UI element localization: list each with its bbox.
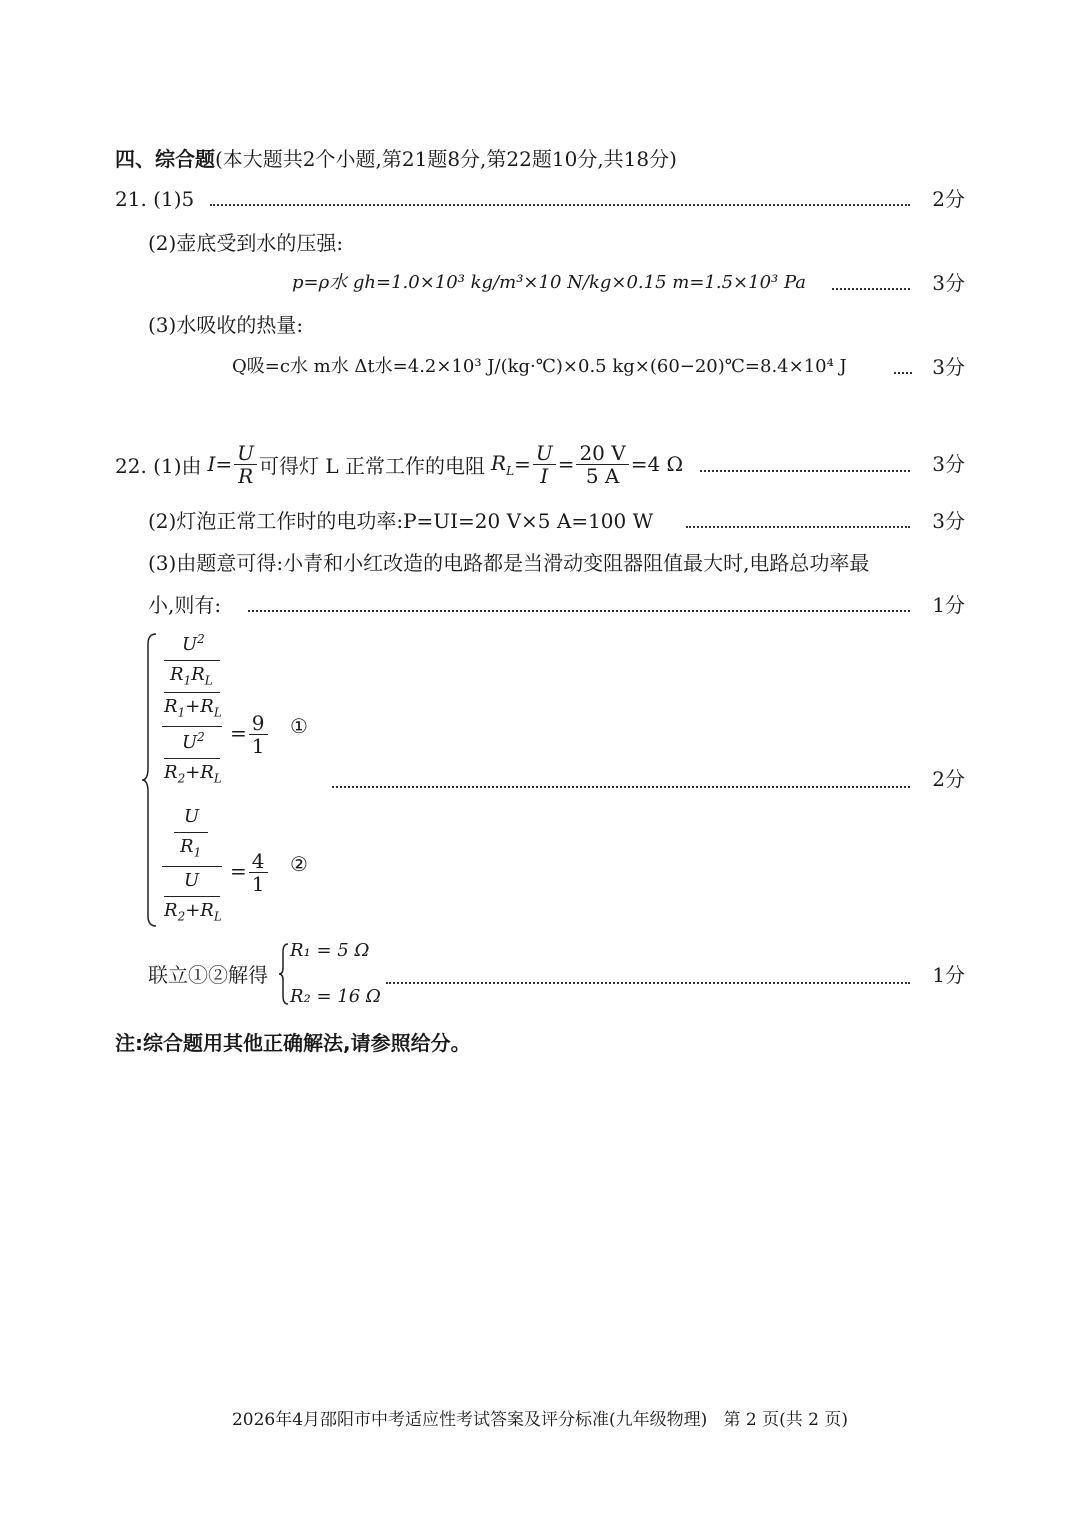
eq2-bot-num: U — [184, 870, 200, 891]
eq1-top-den2: $R_1+R_L$ — [164, 696, 222, 720]
eq2-inner-bar — [174, 832, 208, 833]
grading-note: 注:综合题用其他正确解法,请参照给分。 — [115, 1031, 471, 1055]
q21-p3-label: (3)水吸收的热量: — [148, 313, 304, 337]
eq1-bot-num: $U^2$ — [182, 730, 205, 753]
eq1-top-num: $U^2$ — [182, 632, 205, 655]
eq2-main-bar — [162, 866, 222, 867]
eq1-bot-den: $R_2+R_L$ — [164, 762, 222, 786]
q22-p3-score: 1分 — [932, 593, 965, 617]
q22-p1-mid: 可得灯 L 正常工作的电阻 — [259, 453, 486, 478]
eq1-main-bar — [162, 726, 222, 727]
leader-dots — [248, 610, 910, 612]
q21-p2-label: (2)壶底受到水的压强: — [148, 231, 344, 255]
q21-part2-formula-row — [0, 266, 1080, 300]
q22-p2-score: 3分 — [932, 509, 965, 533]
page-footer: 2026年4月邵阳市中考适应性考试答案及评分标准(九年级物理) 第 2 页(共 2 页) — [231, 1410, 849, 1430]
solve-label: 联立①②解得 — [148, 963, 268, 987]
q21-p3-formula: Q吸=c水 m水 Δt水=4.2×10³ J/(kg·℃)×0.5 kg×(60−20)℃=8.4×10⁴ J — [232, 356, 847, 377]
leader-dots — [700, 470, 910, 472]
eq2-top-num: U — [184, 806, 200, 827]
leader-dots — [832, 288, 910, 290]
q22-part1: 22. (1)由 I = $\frac{U}{R}$ 可得灯 L 正常工作的电阻 $R_L$ = $\frac{U}{I}$ = $\frac{20 V}{5 A}$ =4 Ω — [115, 440, 684, 488]
leader-dots — [686, 526, 910, 528]
q21-part2-label-row — [0, 226, 1080, 260]
leader-dots — [386, 982, 910, 984]
q22-p1-prefix: 22. (1)由 — [115, 453, 202, 478]
eq1-inner-bar — [164, 692, 220, 693]
fraction-U-over-R: $\frac{U}{R}$ — [234, 442, 257, 487]
section-title: 四、综合题 — [115, 147, 215, 171]
fraction-U-over-I: $\frac{U}{I}$ — [533, 442, 556, 487]
leader-dots — [332, 786, 910, 788]
eq1-inner-bar — [164, 758, 220, 759]
solve-r1: R₁ = 5 Ω — [290, 940, 370, 961]
section-note: (本大题共2个小题,第21题8分,第22题10分,共18分) — [215, 147, 677, 171]
q22-solve-score: 1分 — [932, 963, 965, 987]
q22-p1-score: 3分 — [932, 452, 965, 476]
section-heading — [115, 142, 677, 176]
q22-p1-result: =4 Ω — [630, 452, 684, 476]
q22-p3-line2: 小,则有: — [148, 593, 222, 617]
eq1-mark: ① — [290, 714, 308, 738]
q21-part1 — [0, 182, 1080, 216]
q22-system-score: 2分 — [932, 767, 965, 791]
q21-p1-text: 21. (1)5 — [115, 187, 195, 211]
q21-part3-label-row — [0, 308, 1080, 342]
q22-part3-line2 — [0, 588, 1080, 622]
var-RL: $R_L$ — [491, 450, 515, 478]
q21-part3-formula-row — [0, 350, 1080, 384]
eq1-inner-bar — [164, 660, 220, 661]
q21-p2-score: 3分 — [932, 271, 965, 295]
eq2-top-den: $R_1$ — [180, 836, 202, 860]
q21-p3-score: 3分 — [932, 355, 965, 379]
q22-part2 — [0, 504, 1080, 538]
eq2-inner-bar — [164, 896, 220, 897]
solve-r2: R₂ = 16 Ω — [290, 986, 381, 1007]
q22-p2-text: (2)灯泡正常工作时的电功率:P=UI=20 V×5 A=100 W — [148, 509, 654, 533]
left-brace-icon — [140, 632, 160, 928]
var-I: I — [207, 452, 216, 476]
solve-brace-icon — [278, 942, 290, 1006]
q21-p2-formula: p=ρ水 gh=1.0×10³ kg/m³×10 N/kg×0.15 m=1.5×10³ Pa — [292, 272, 807, 293]
eq2-rhs: = $\frac{4}{1}$ — [230, 850, 270, 895]
leader-dots — [210, 204, 910, 206]
eq2-mark: ② — [290, 852, 308, 876]
eq1-top-den: $R_1R_L$ — [170, 664, 213, 688]
q21-p1-score: 2分 — [932, 187, 965, 211]
leader-dots — [894, 372, 912, 374]
q22-p3-line1: (3)由题意可得:小青和小红改造的电路都是当滑动变阻器阻值最大时,电路总功率最 — [148, 551, 870, 575]
q22-part3-line1 — [0, 546, 1080, 580]
equation-system — [140, 630, 340, 930]
fraction-20V-over-5A: $\frac{20 V}{5 A}$ — [576, 442, 628, 487]
eq2-bot-den: $R_2+R_L$ — [164, 900, 222, 924]
eq1-rhs: = $\frac{9}{1}$ — [230, 712, 270, 757]
